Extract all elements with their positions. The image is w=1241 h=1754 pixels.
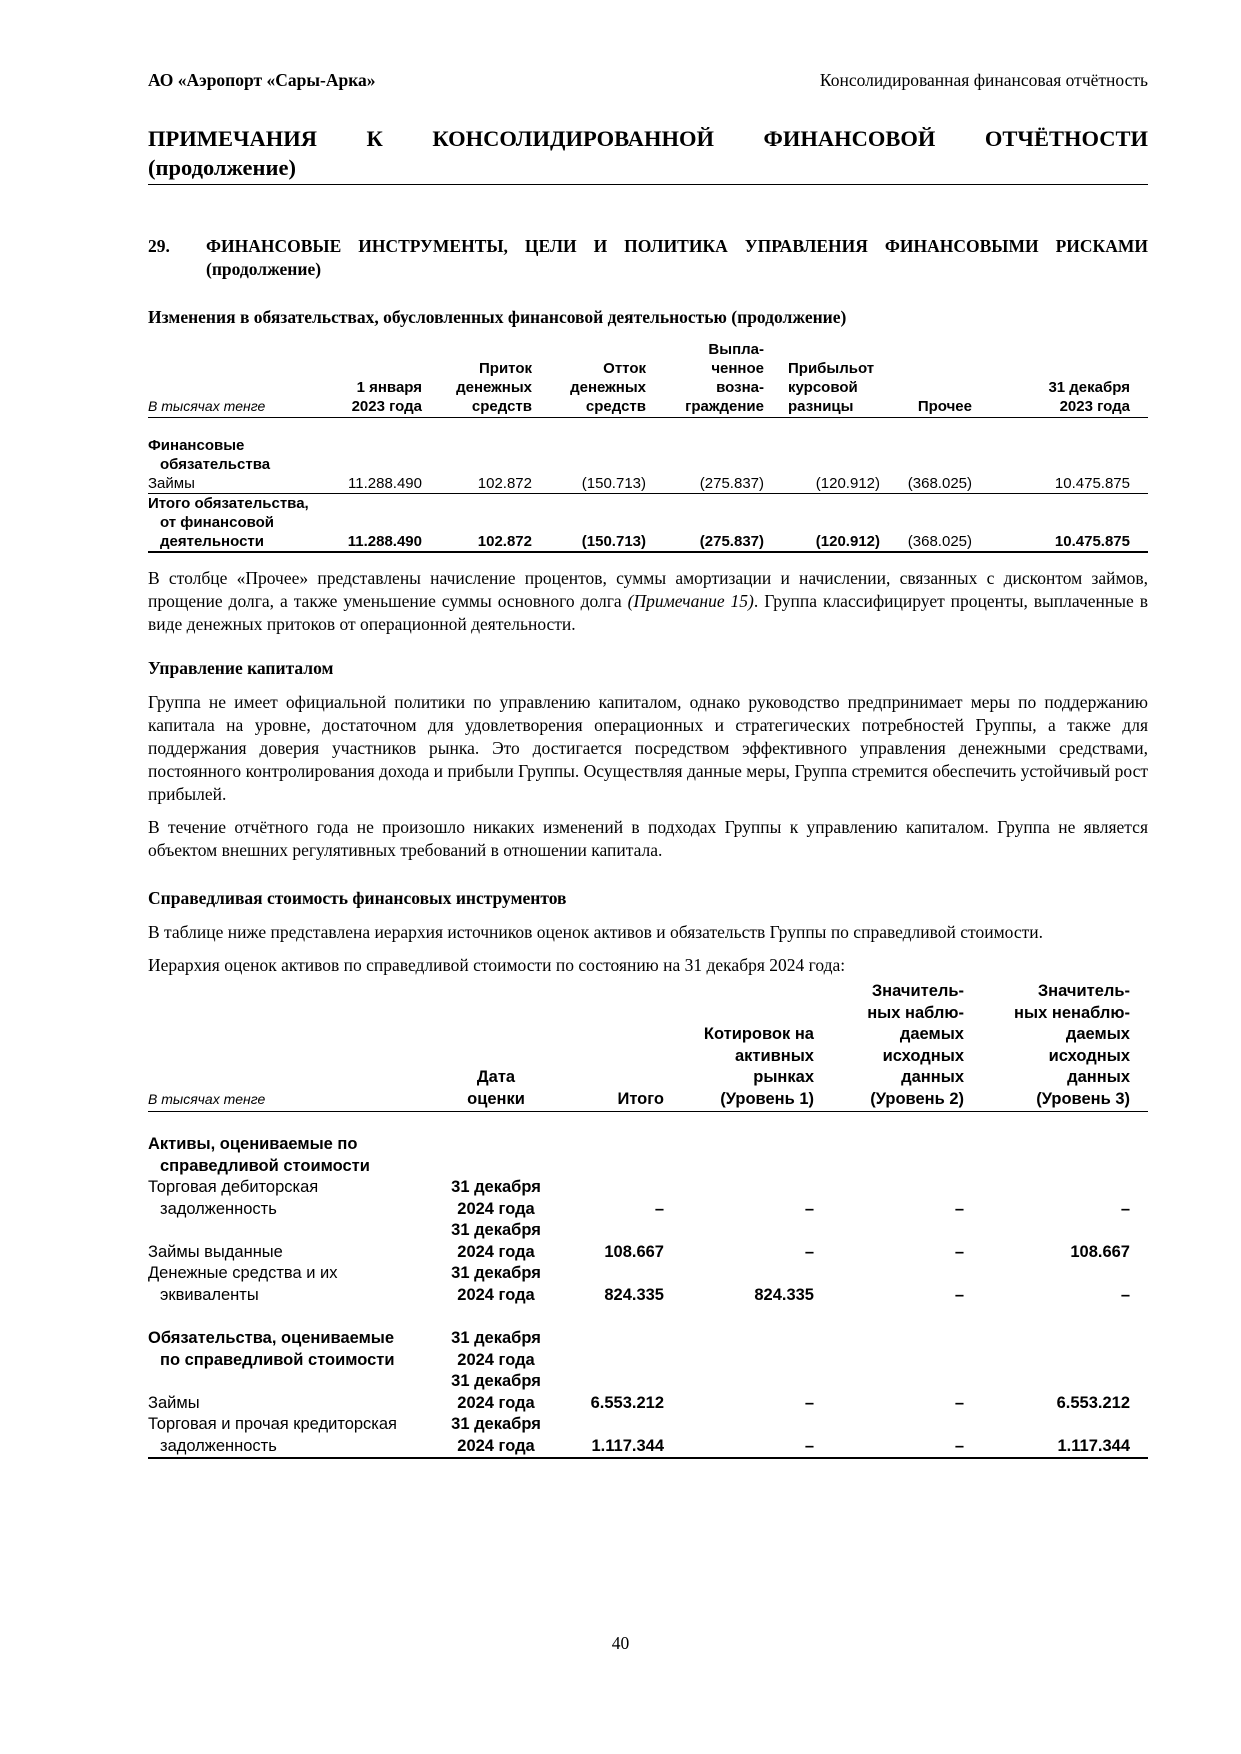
column-header: Прочее <box>898 340 990 418</box>
assets-heading-row: Активы, оцениваемые по справедливой стоимости <box>148 1135 370 1175</box>
page-number: 40 <box>611 1633 630 1653</box>
title-divider <box>148 184 1148 185</box>
page-title: ПРИМЕЧАНИЯ К КОНСОЛИДИРОВАННОЙ ФИНАНСОВОЙ ОТЧЁТНОСТИ <box>148 126 1148 151</box>
capital-paragraph-2: В течение отчётного года не произошло никаких изменений в подходах Группы к управлению капиталом. Группа не является объектом внешних регулятивных требований в отношении капитала. <box>148 817 1148 860</box>
column-header: Прибыльот курсовой разницы <box>782 340 898 418</box>
fair-value-paragraph-2: Иерархия оценок активов по справедливой стоимости по состоянию на 31 декабря 2024 года: <box>148 955 846 975</box>
table-header-row <box>148 340 1148 418</box>
fair-value-paragraph-1: В таблице ниже представлена иерархия источников оценок активов и обязательств Группы по справедливой стоимости. <box>148 922 1044 942</box>
column-header: Отток денежных средств <box>550 340 664 418</box>
section-suffix: (продолжение) <box>206 259 322 279</box>
page-title-continued: (продолжение) <box>148 155 296 180</box>
table-row: Торговая и прочая кредиторская задолженность 31 декабря 2024 года 1.117.344 – – 1.117.344 <box>148 1414 1148 1458</box>
changes-heading: Изменения в обязательствах, обусловленных финансовой деятельностью (продолжение) <box>148 307 847 327</box>
column-header: Значитель- ных наблю- даемых исходных данных (Уровень 2) <box>832 981 982 1112</box>
group-label-row: Финансовые обязательства <box>148 437 271 473</box>
section-title: ФИНАНСОВЫЕ ИНСТРУМЕНТЫ, ЦЕЛИ И ПОЛИТИКА УПРАВЛЕНИЯ ФИНАНСОВЫМИ РИСКАМИ <box>206 236 1148 256</box>
column-header: Котировок на активных рынках (Уровень 1) <box>682 981 832 1112</box>
company-name: АО «Аэропорт «Сары-Арка» <box>148 70 376 90</box>
table-row: Займы выданные 31 декабря 2024 года 108.667 – – 108.667 <box>148 1221 1130 1261</box>
column-header: Дата оценки <box>440 981 552 1112</box>
total-row: Итого обязательства, от финансовой деятельности 11.288.490 102.872 (150.713) (275.837) (120.912) (368.025) 10.475.875 <box>148 494 1148 553</box>
table-row: Торговая дебиторская задолженность 31 декабря 2024 года – – – – <box>148 1178 1130 1218</box>
column-header: Значитель- ных ненаблю- даемых исходных данных (Уровень 3) <box>982 981 1148 1112</box>
liabilities-changes-table <box>148 340 1148 553</box>
other-column-note: В столбце «Прочее» представлены начисление процентов, суммы амортизации и начислении, связанных с дисконтом займов, прощение долга, а также уменьшение суммы основного долга (Примечание 15). Группа классифицирует проценты, выплаченные в виде денежных притоков от операционной деятельности. <box>148 568 1148 634</box>
unit-label: В тысячах тенге <box>148 340 316 418</box>
note-reference: (Примечание 15) <box>627 591 754 611</box>
column-header: Итого <box>552 981 682 1112</box>
section-number: 29. <box>148 236 170 256</box>
liabilities-heading-row: Обязательства, оцениваемые по справедливой стоимости 31 декабря 2024 года <box>148 1329 541 1369</box>
column-header: 1 января 2023 года <box>316 340 440 418</box>
table-header-row <box>148 981 1148 1112</box>
section-heading <box>148 235 1148 281</box>
fair-value-hierarchy-table <box>148 981 1148 1459</box>
column-header: Приток денежных средств <box>440 340 550 418</box>
capital-heading: Управление капиталом <box>148 658 334 678</box>
fair-value-heading: Справедливая стоимость финансовых инструментов <box>148 888 567 908</box>
column-header: Выпла- ченное возна- граждение <box>664 340 782 418</box>
page-header <box>148 70 1148 98</box>
table-row: Займы 31 декабря 2024 года 6.553.212 – – 6.553.212 <box>148 1372 1130 1412</box>
table-row: Займы 11.288.490 102.872 (150.713) (275.837) (120.912) (368.025) 10.475.875 <box>148 474 1148 494</box>
column-header: 31 декабря 2023 года <box>990 340 1148 418</box>
table-row: Денежные средства и их эквиваленты 31 декабря 2024 года 824.335 824.335 – – <box>148 1264 1130 1304</box>
unit-label: В тысячах тенге <box>148 981 440 1112</box>
capital-paragraph-1: Группа не имеет официальной политики по управлению капиталом, однако руководство предпринимает меры по поддержанию капитала на уровне, достаточном для удовлетворения операционных и стратегических потребностей Группы, а также для поддержания доверия участников рынка. Это достигается посредством эффективного управления денежными средствами, постоянного контролирования дохода и прибыли Группы. Осуществляя данные меры, Группа стремится обеспечить устойчивый рост прибылей. <box>148 692 1148 804</box>
document-type: Консолидированная финансовая отчётность <box>819 70 1148 90</box>
